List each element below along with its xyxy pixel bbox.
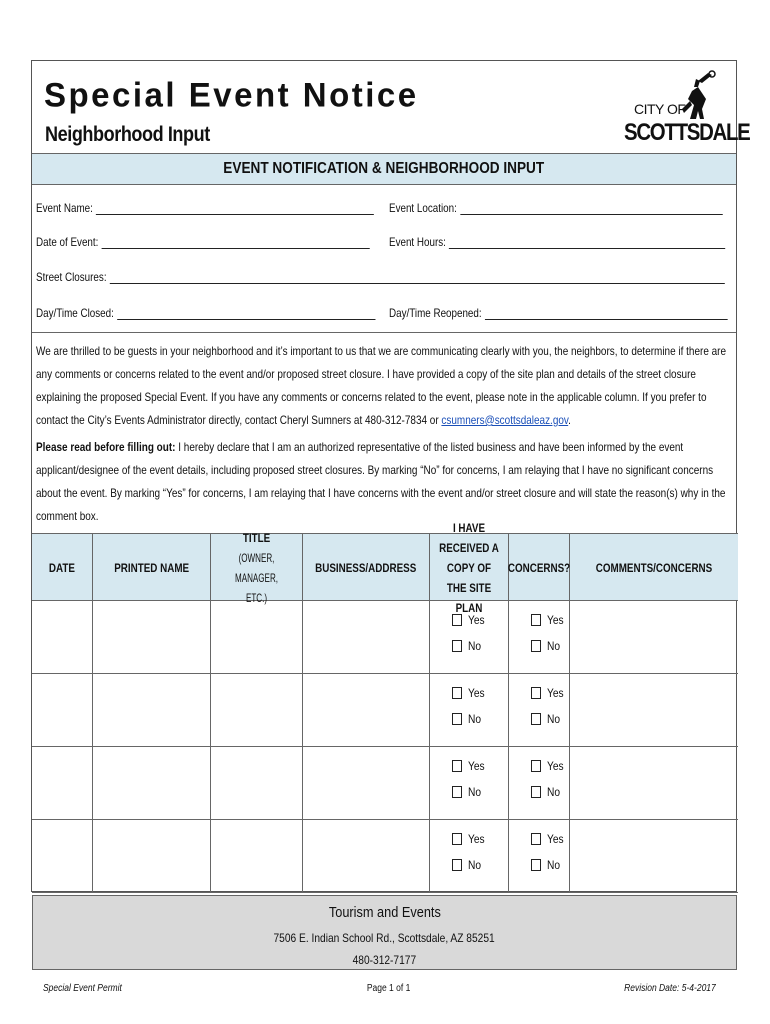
printed-name-cell[interactable] (93, 747, 211, 819)
site-plan-no-checkbox[interactable] (452, 639, 483, 653)
checkbox-label: No (547, 639, 561, 653)
table-header (32, 520, 738, 615)
site-plan-no-checkbox[interactable] (452, 858, 483, 872)
footer-address: 7506 E. Indian School Rd., Scottsdale, AZ 85251 (273, 931, 496, 945)
concerns-cell (509, 601, 570, 673)
title-cell[interactable] (211, 674, 303, 746)
printed-name-cell[interactable] (93, 674, 211, 746)
declaration-paragraph (36, 436, 732, 528)
site-plan-cell (430, 674, 509, 746)
concerns-no-checkbox[interactable] (531, 858, 562, 872)
concerns-yes-checkbox[interactable] (531, 686, 567, 700)
intro-text: We are thrilled to be guests in your neighborhood and it’s important to us that we are communicating clearly with you, the neighbors, to determine if there are any comments or concerns related to the event and/or proposed street closure. I have provided a copy of the site plan and details of the street closure explaining the proposed Special Event. If you have any comments or concerns related to the event, please note in the applicable column. If you prefer to contact the City’s Events Administrator directly, contact Cheryl Sumners at 480-312-7834 or (36, 344, 727, 427)
street-closures-field[interactable] (36, 270, 725, 284)
checkbox-label: No (468, 785, 482, 799)
checkbox-label: No (547, 858, 561, 872)
col-date: DATE (32, 534, 93, 601)
form-frame (31, 60, 750, 892)
printed-name-cell[interactable] (93, 601, 211, 673)
title-cell[interactable] (211, 601, 303, 673)
checkbox-label: Yes (468, 686, 485, 700)
col-business-address: BUSINESS/ADDRESS (303, 534, 430, 601)
event-hours-field[interactable] (389, 235, 726, 249)
comments-cell[interactable] (570, 747, 738, 819)
checkbox-label: No (547, 712, 561, 726)
section-title: EVENT NOTIFICATION & NEIGHBORHOOD INPUT (223, 160, 545, 177)
business-cell[interactable] (303, 674, 430, 746)
title-cell[interactable] (211, 747, 303, 819)
checkbox-square-icon[interactable] (452, 614, 462, 626)
checkbox-square-icon[interactable] (531, 760, 541, 772)
concerns-cell (509, 674, 570, 746)
intro-paragraph (36, 340, 732, 432)
table-row (32, 820, 738, 893)
concerns-yes-checkbox[interactable] (531, 613, 567, 627)
site-plan-no-checkbox[interactable] (452, 712, 483, 726)
checkbox-label: Yes (468, 832, 485, 846)
col-comments: COMMENTS/CONCERNS (595, 560, 713, 575)
date-cell[interactable] (32, 820, 93, 892)
day-time-closed-field[interactable] (36, 306, 375, 320)
day-time-closed-line[interactable] (117, 307, 375, 320)
date-of-event-line[interactable] (102, 236, 370, 249)
checkbox-square-icon[interactable] (531, 786, 541, 798)
site-plan-yes-checkbox[interactable] (452, 759, 488, 773)
checkbox-label: Yes (547, 759, 564, 773)
site-plan-cell (430, 601, 509, 673)
checkbox-square-icon[interactable] (531, 640, 541, 652)
checkbox-square-icon[interactable] (452, 713, 462, 725)
checkbox-square-icon[interactable] (452, 760, 462, 772)
checkbox-label: Yes (547, 832, 564, 846)
col-printed-name: PRINTED NAME (93, 534, 211, 601)
event-name-field[interactable] (36, 201, 374, 215)
day-time-reopened-label: Day/Time Reopened: (389, 306, 482, 320)
checkbox-label: Yes (468, 613, 485, 627)
page-title: Special Event Notice (44, 75, 419, 114)
day-time-reopened-field[interactable] (389, 306, 728, 320)
checkbox-label: No (468, 639, 482, 653)
logo-city-text: CITY OF (634, 101, 686, 117)
business-cell[interactable] (303, 747, 430, 819)
checkbox-square-icon[interactable] (531, 614, 541, 626)
event-name-label: Event Name: (36, 201, 93, 215)
city-logo (624, 67, 750, 149)
event-hours-line[interactable] (449, 236, 725, 249)
comments-cell[interactable] (570, 601, 738, 673)
street-closures-label: Street Closures: (36, 270, 107, 284)
checkbox-square-icon[interactable] (452, 640, 462, 652)
checkbox-label: No (547, 785, 561, 799)
concerns-yes-checkbox[interactable] (531, 759, 567, 773)
form-header (32, 61, 750, 153)
logo-name-text: SCOTTSDALE (624, 119, 750, 146)
site-plan-yes-checkbox[interactable] (452, 613, 488, 627)
checkbox-label: No (468, 712, 482, 726)
date-cell[interactable] (32, 601, 93, 673)
event-name-line[interactable] (96, 202, 374, 215)
footer-phone: 480-312-7177 (352, 953, 417, 967)
table-row (32, 747, 738, 820)
checkbox-label: No (468, 858, 482, 872)
checkbox-label: Yes (547, 613, 564, 627)
checkbox-square-icon[interactable] (452, 859, 462, 871)
site-plan-cell (430, 820, 509, 892)
event-location-label: Event Location: (389, 201, 457, 215)
footer-page-number: Page 1 of 1 (366, 983, 411, 994)
table-row (32, 601, 738, 674)
footer-dept: Tourism and Events (328, 904, 441, 921)
checkbox-square-icon[interactable] (531, 859, 541, 871)
email-link[interactable]: csumners@scottsdaleaz.gov (441, 413, 569, 427)
site-plan-cell (430, 747, 509, 819)
printed-name-cell[interactable] (93, 820, 211, 892)
comments-cell[interactable] (570, 820, 738, 892)
business-cell[interactable] (303, 601, 430, 673)
event-location-field[interactable] (389, 201, 723, 215)
date-cell[interactable] (32, 747, 93, 819)
declaration-text: I hereby declare that I am an authorized representative of the listed business and have been informed by the event applicant/designee of the event details, including proposed street closures. By marking “No” for concerns, I am relaying that I have no significant concerns about the event. By marking “Yes” for concerns, I am relaying that I have concerns with the event and/or street closure and will state the reason(s) why in the comment box. (36, 440, 726, 523)
section-band (32, 153, 736, 185)
concerns-no-checkbox[interactable] (531, 712, 562, 726)
declaration-lead: Please read before filling out: (36, 440, 176, 454)
intro-end: . (568, 413, 571, 427)
checkbox-square-icon[interactable] (452, 687, 462, 699)
footer-contact-box (32, 895, 737, 970)
comments-cell[interactable] (570, 674, 738, 746)
business-cell[interactable] (303, 820, 430, 892)
checkbox-square-icon[interactable] (531, 687, 541, 699)
site-plan-no-checkbox[interactable] (452, 785, 483, 799)
divider (32, 332, 736, 333)
concerns-yes-checkbox[interactable] (531, 832, 567, 846)
page-subtitle: Neighborhood Input (45, 123, 210, 146)
table-row (32, 674, 738, 747)
footer-form-name: Special Event Permit (42, 983, 122, 994)
site-plan-yes-checkbox[interactable] (452, 686, 488, 700)
concerns-cell (509, 747, 570, 819)
day-time-closed-label: Day/Time Closed: (36, 306, 114, 320)
checkbox-square-icon[interactable] (531, 833, 541, 845)
col-title: TITLE(OWNER, MANAGER, ETC.) (211, 534, 303, 601)
date-of-event-field[interactable] (36, 235, 370, 249)
date-of-event-label: Date of Event: (36, 235, 99, 249)
event-location-line[interactable] (460, 202, 722, 215)
site-plan-yes-checkbox[interactable] (452, 832, 488, 846)
street-closures-line[interactable] (110, 271, 725, 284)
concerns-cell (509, 820, 570, 892)
checkbox-square-icon[interactable] (531, 713, 541, 725)
col-concerns: CONCERNS? (509, 534, 570, 601)
day-time-reopened-line[interactable] (485, 307, 728, 320)
footer-revision-date: Revision Date: 5-4-2017 (624, 983, 716, 994)
col-site-plan: I HAVE RECEIVED A COPY OF THE SITE PLAN (430, 534, 509, 601)
checkbox-label: Yes (468, 759, 485, 773)
event-hours-label: Event Hours: (389, 235, 446, 249)
date-cell[interactable] (32, 674, 93, 746)
concerns-no-checkbox[interactable] (531, 785, 562, 799)
checkbox-square-icon[interactable] (452, 833, 462, 845)
title-cell[interactable] (211, 820, 303, 892)
event-fields (32, 185, 736, 332)
checkbox-square-icon[interactable] (452, 786, 462, 798)
checkbox-label: Yes (547, 686, 564, 700)
concerns-no-checkbox[interactable] (531, 639, 562, 653)
